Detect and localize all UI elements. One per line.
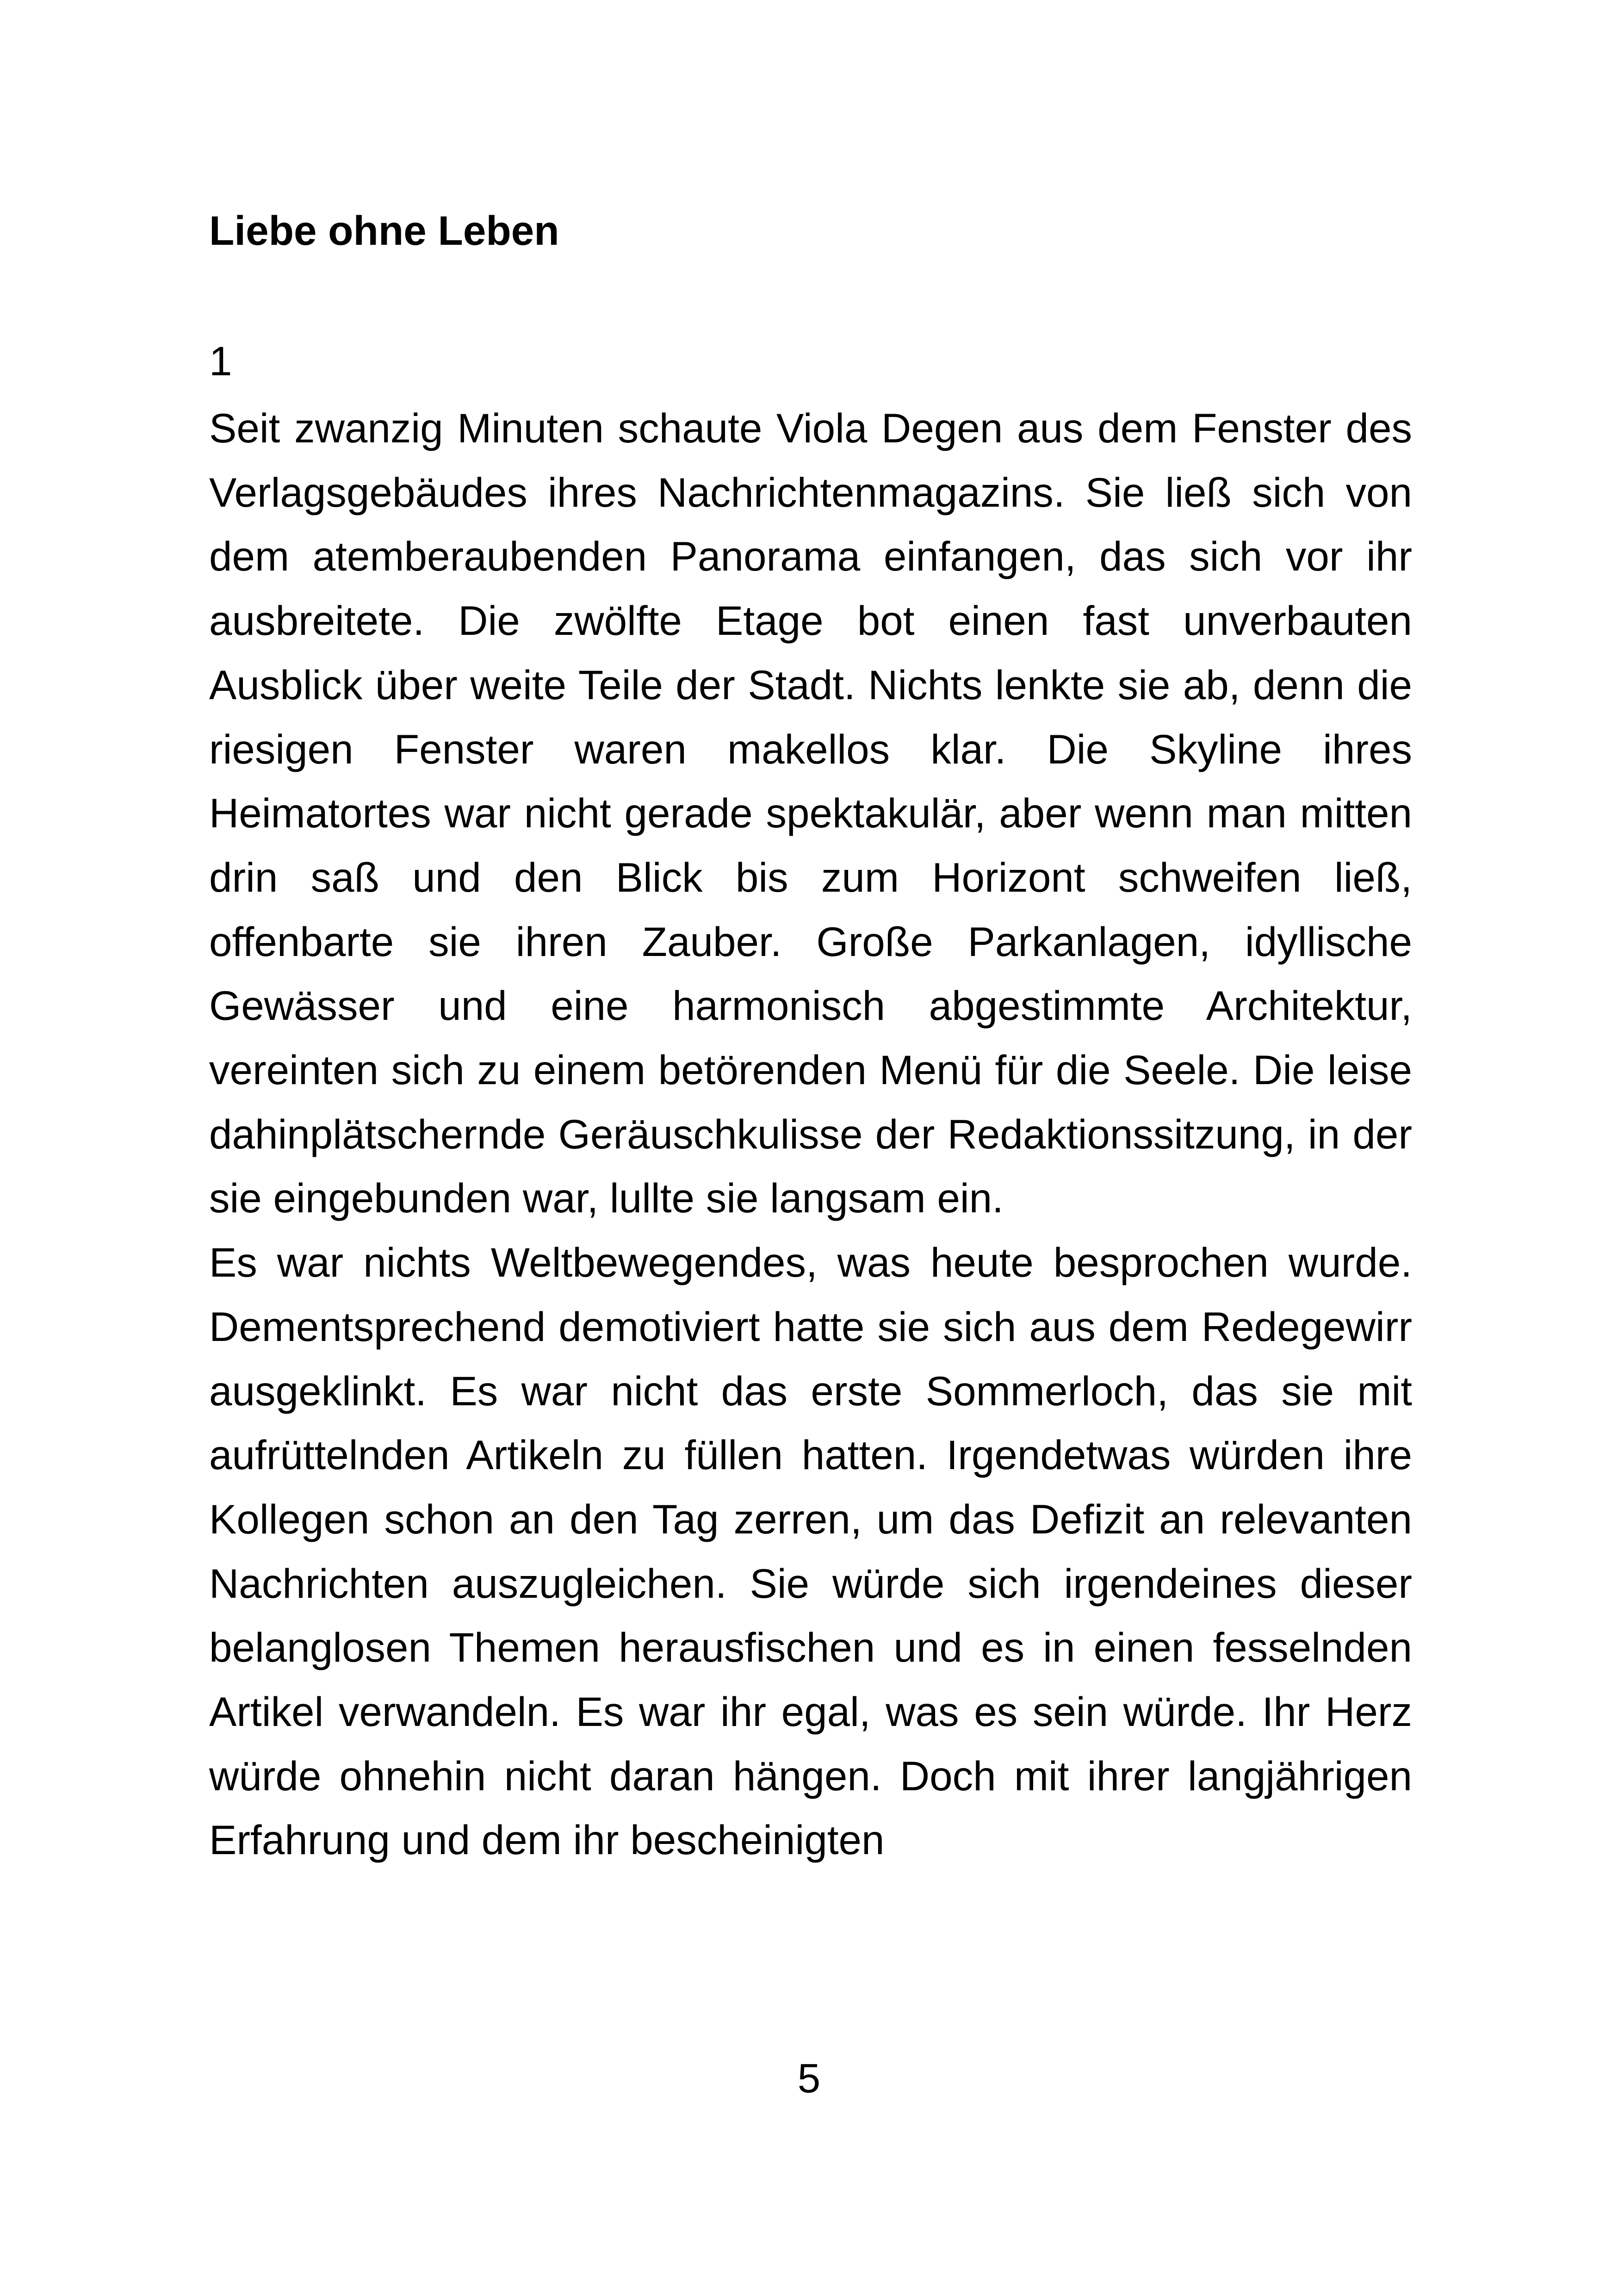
paragraph: Seit zwanzig Minuten schaute Viola Degen aus dem Fenster des Verlagsgebäudes ihres Nachrichtenmagazins. Sie ließ sich von dem atemberaubenden Panorama einfangen, das sich vor ihr ausbreitete. Die zwölfte Etage bot einen fast unverbauten Ausblick über weite Teile der Stadt. Nichts lenkte sie ab, denn die riesigen Fenster waren makellos klar. Die Skyline ihres Heimatortes war nicht gerade spektakulär, aber wenn man mitten drin saß und den Blick bis zum Horizont schweifen ließ, offenbarte sie ihren Zauber. Große Parkanlagen, idyllische Gewässer und eine harmonisch abgestimmte Architektur, vereinten sich zu einem betörenden Menü für die Seele. Die leise dahinplätschernde Geräuschkulisse der Redaktionssitzung, in der sie eingebunden war, lullte sie langsam ein. <box>209 405 1412 1222</box>
paragraph: Es war nichts Weltbewegendes, was heute besprochen wurde. Dementsprechend demotiviert hatte sie sich aus dem Redegewirr ausgeklinkt. Es war nicht das erste Sommerloch, das sie mit aufrüttelnden Artikeln zu füllen hatten. Irgendetwas würden ihre Kollegen schon an den Tag zerren, um das Defizit an relevanten Nachrichten auszugleichen. Sie würde sich irgendeines dieser belanglosen Themen herausfischen und es in einen fesselnden Artikel verwandeln. Es war ihr egal, was es sein würde. Ihr Herz würde ohnehin nicht daran hängen. Doch mit ihrer langjährigen Erfahrung und dem ihr bescheinigten <box>209 1239 1412 1863</box>
chapter-title: Liebe ohne Leben <box>209 207 559 254</box>
body-text <box>209 396 1412 1872</box>
chapter-number: 1 <box>209 338 232 384</box>
page-number: 5 <box>797 2055 821 2101</box>
